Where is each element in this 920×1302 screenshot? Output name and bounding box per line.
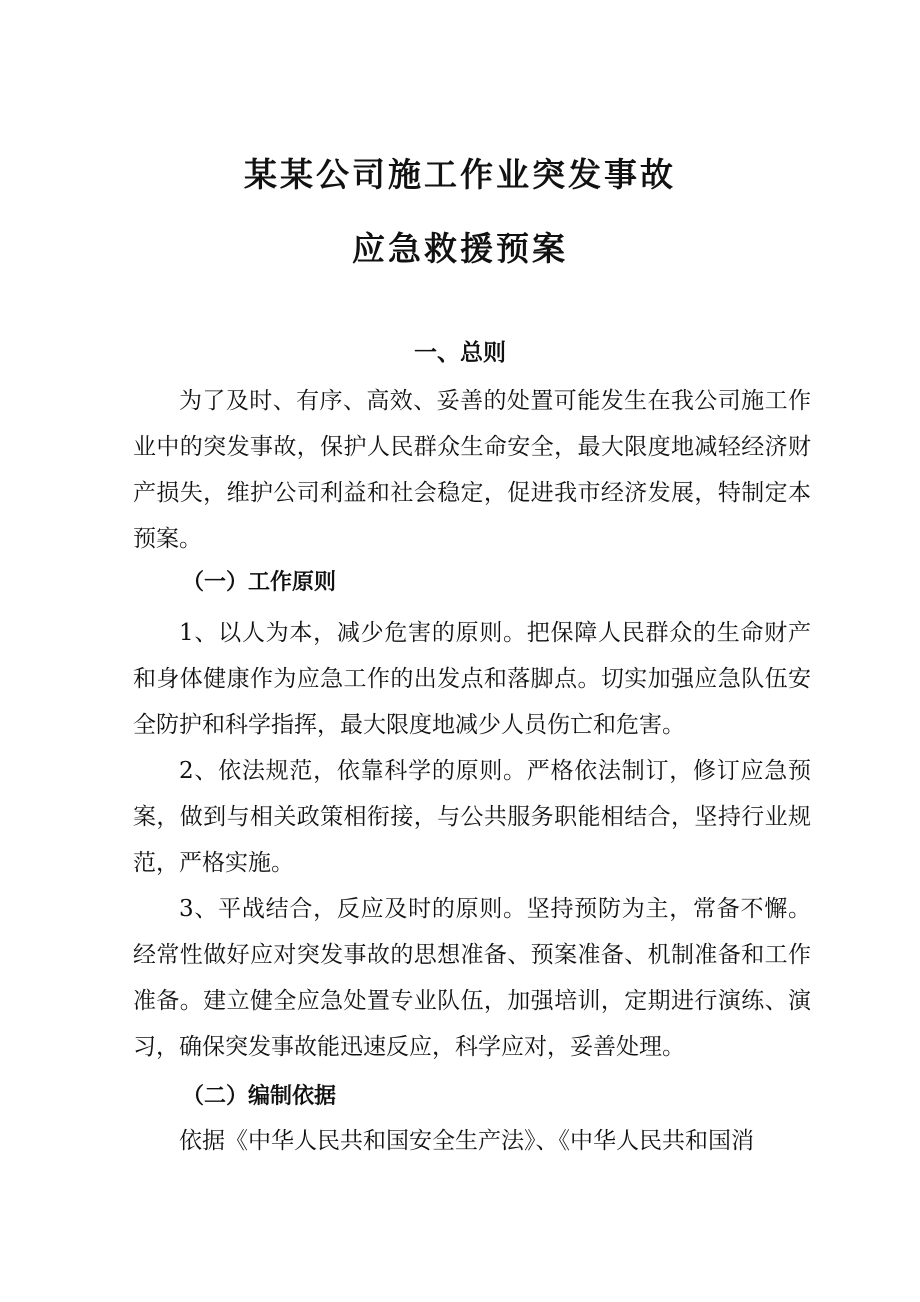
subsection-heading-principles: （一）工作原则 [182,570,337,595]
document-title-line2: 应急救援预案 [352,229,568,268]
subsection-heading-basis: （二）编制依据 [182,1084,337,1109]
principle-paragraph-3: 3、平战结合，反应及时的原则。坚持预防为主，常备不懈。经常性做好应对突发事故的思想准备、预案准备、机制准备和工作准备。建立健全应急处置专业队伍，加强培训，定期进行演练、演习，确保突发事故能迅速反应，科学应对，妥善处理。 [133,896,811,1060]
principle-paragraph-2: 2、依法规范，依靠科学的原则。严格依法制订，修订应急预案，做到与相关政策相衔接，与公共服务职能相结合，坚持行业规范，严格实施。 [133,758,811,876]
basis-paragraph: 依据《中华人民共和国安全生产法》、《中华人民共和国消 [179,1128,754,1154]
principle-paragraph-1: 1、以人为本，减少危害的原则。把保障人民群众的生命财产和身体健康作为应急工作的出发点和落脚点。切实加强应急队伍安全防护和科学指挥，最大限度地减少人员伤亡和危害。 [133,620,811,738]
intro-paragraph: 为了及时、有序、高效、妥善的处置可能发生在我公司施工作业中的突发事故，保护人民群众生命安全，最大限度地减轻经济财产损失，维护公司利益和社会稳定，促进我市经济发展，特制定本预案。 [133,388,811,552]
section-heading-general: 一、总则 [414,340,506,366]
document-title-line1: 某某公司施工作业突发事故 [244,155,676,194]
